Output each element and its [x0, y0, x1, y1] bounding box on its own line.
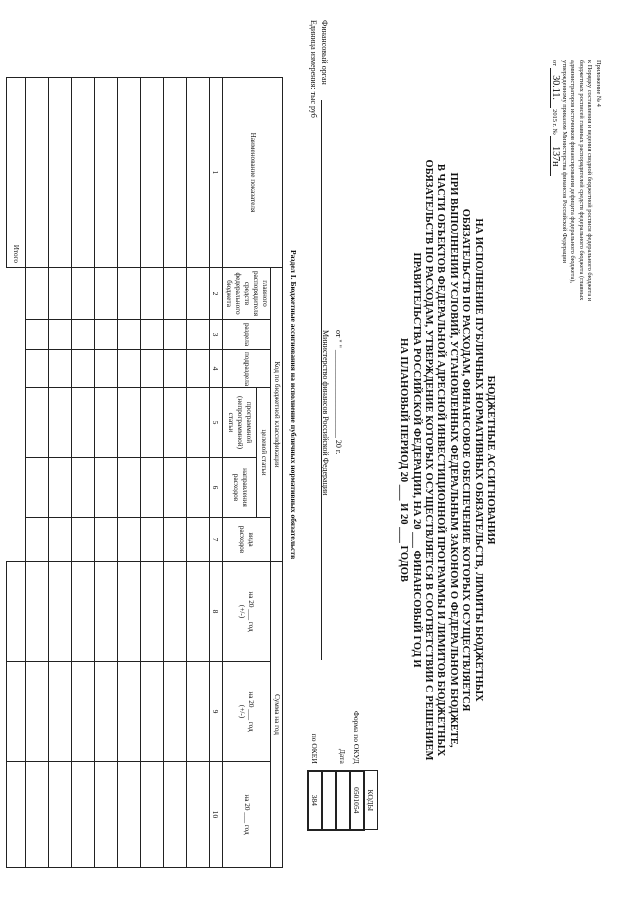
- table-cell[interactable]: [49, 458, 72, 518]
- col-num: 4: [210, 350, 223, 388]
- col-num: 2: [210, 268, 223, 320]
- na20-label: на 20: [243, 794, 251, 811]
- table-cell[interactable]: [49, 388, 72, 458]
- appendix-note: [549, 60, 602, 440]
- empty-code-cell[interactable]: [322, 771, 336, 830]
- assignments-table: [6, 77, 283, 868]
- header-sum: Сумма на год: [271, 562, 283, 868]
- handwritten-date: 30.11.: [550, 68, 559, 108]
- table-cell[interactable]: [164, 320, 187, 350]
- na20-label: на 20: [247, 691, 256, 708]
- okei-value[interactable]: 384: [308, 771, 322, 830]
- table-cell[interactable]: [95, 388, 118, 458]
- table-row: [26, 78, 49, 868]
- table-cell[interactable]: [95, 562, 118, 662]
- header-podrazdel: подраздела: [223, 350, 271, 388]
- table-cell[interactable]: [26, 762, 49, 868]
- table-cell[interactable]: [187, 762, 210, 868]
- okud-value[interactable]: 0501054: [350, 771, 364, 830]
- appendix-year-no: 2015 г. №: [551, 109, 559, 135]
- table-cell[interactable]: [164, 458, 187, 518]
- header-code: Код по бюджетной классификации: [271, 268, 283, 562]
- date-label: Дата: [338, 748, 348, 764]
- title-line-4: ПРИ ВЫПОЛНЕНИИ УСЛОВИЙ, УСТАНОВЛЕННЫХ ФЕДЕРАЛЬНЫМ ЗАКОНОМ О ФЕДЕРАЛЬНОМ БЮДЖЕТЕ,: [447, 172, 459, 748]
- col-num: 5: [210, 388, 223, 458]
- header-razdel: раздела: [223, 320, 271, 350]
- table-cell[interactable]: [164, 388, 187, 458]
- table-cell[interactable]: [26, 388, 49, 458]
- table-cell[interactable]: [164, 762, 187, 868]
- table-cell[interactable]: [72, 662, 95, 762]
- table-row: [95, 78, 118, 868]
- table-cell[interactable]: [118, 662, 141, 762]
- title-line-3: ОБЯЗАТЕЛЬСТВ ПО РАСХОДАМ, ФИНАНСОВОЕ ОБЕСПЕЧЕНИЕ КОТОРЫХ ОСУЩЕСТВЛЯЕТСЯ: [460, 208, 472, 712]
- from-date-line[interactable]: от " " ______________________ 20 г.: [334, 330, 343, 455]
- table-cell[interactable]: [49, 662, 72, 762]
- table-cell[interactable]: [187, 268, 210, 320]
- document-title: [397, 110, 496, 810]
- table-cell[interactable]: [95, 662, 118, 762]
- table-cell[interactable]: [72, 562, 95, 662]
- unit-label: Единица измерения: тыс руб: [309, 20, 318, 118]
- total-cell[interactable]: [7, 662, 26, 762]
- header-direction: направления расходов: [223, 458, 257, 518]
- table-cell[interactable]: [141, 78, 164, 268]
- col-num: 8: [210, 562, 223, 662]
- table-cell[interactable]: [118, 762, 141, 868]
- table-cell[interactable]: [141, 268, 164, 320]
- table-cell[interactable]: [26, 320, 49, 350]
- title-line-1: БЮДЖЕТНЫЕ АССИГНОВАНИЯ: [485, 375, 496, 545]
- fin-organ-value: Министерство финансов Российской Федерации: [321, 330, 330, 496]
- appendix-line-5: утвержденному приказом Министерства финансов Российской Федерации: [560, 60, 568, 264]
- na20-label: на 20: [247, 591, 256, 608]
- table-cell[interactable]: [164, 518, 187, 562]
- table-cell[interactable]: [49, 350, 72, 388]
- table-cell[interactable]: [95, 458, 118, 518]
- appendix-line-4: администраторов источников финансирования дефицита федерального бюджета),: [569, 60, 577, 284]
- title-line-8: НА ПЛАНОВЫЙ ПЕРИОД 20 ___ И 20 ___ ГОДОВ: [398, 338, 410, 582]
- table-cell[interactable]: [187, 350, 210, 388]
- table-cell[interactable]: [141, 350, 164, 388]
- table-row: [118, 78, 141, 868]
- table-row: [72, 78, 95, 868]
- table-cell[interactable]: [49, 78, 72, 268]
- table-cell[interactable]: [95, 268, 118, 320]
- col-num: 7: [210, 518, 223, 562]
- table-cell[interactable]: [118, 268, 141, 320]
- table-cell[interactable]: [164, 562, 187, 662]
- table-cell[interactable]: [26, 458, 49, 518]
- table-row: [164, 78, 187, 868]
- appendix-line-6: [549, 60, 562, 440]
- table-cell[interactable]: [49, 518, 72, 562]
- table-cell[interactable]: [187, 388, 210, 458]
- appendix-line-1: Приложение № 4: [595, 60, 602, 107]
- table-cell[interactable]: [118, 388, 141, 458]
- table-cell[interactable]: [72, 458, 95, 518]
- table-cell[interactable]: [141, 662, 164, 762]
- table-cell[interactable]: [164, 350, 187, 388]
- col-num: 6: [210, 458, 223, 518]
- table-cell[interactable]: [187, 662, 210, 762]
- col-num: 9: [210, 662, 223, 762]
- table-cell[interactable]: [164, 662, 187, 762]
- fin-organ-label: Финансовый орган: [320, 20, 329, 85]
- header-sum-year-3: на 20 ___ год: [223, 762, 271, 868]
- table-cell[interactable]: [49, 562, 72, 662]
- plus-minus-label: (+/-): [238, 704, 247, 719]
- appendix-from: от: [551, 60, 559, 66]
- appendix-line-2: к Порядку составления и ведения сводной бюджетной росписи федерального бюджета и: [586, 60, 594, 302]
- table-cell[interactable]: [72, 350, 95, 388]
- total-cell[interactable]: [7, 562, 26, 662]
- header-sum-year-2: на 20 ___ год (+/-): [223, 662, 271, 762]
- table-cell[interactable]: [72, 388, 95, 458]
- header-sum-year-1: на 20 ___ год (+/-): [223, 562, 271, 662]
- handwritten-number: 137н: [550, 136, 559, 176]
- table-cell[interactable]: [26, 350, 49, 388]
- table-cell[interactable]: [26, 518, 49, 562]
- table-cell[interactable]: [141, 762, 164, 868]
- god-label: год: [247, 621, 256, 632]
- table-cell[interactable]: [187, 320, 210, 350]
- column-numbers-row: [210, 78, 223, 868]
- codes-header: КОДЫ: [364, 771, 378, 830]
- col-num: 1: [210, 78, 223, 268]
- table-row: [141, 78, 164, 868]
- table-cell[interactable]: [118, 350, 141, 388]
- table-cell[interactable]: [118, 320, 141, 350]
- table-cell[interactable]: [95, 320, 118, 350]
- col-num: 3: [210, 320, 223, 350]
- table-cell[interactable]: [72, 78, 95, 268]
- table-cell[interactable]: [141, 562, 164, 662]
- header-target: целевой статьи: [257, 388, 271, 518]
- table-cell[interactable]: [95, 78, 118, 268]
- table-cell[interactable]: [49, 268, 72, 320]
- col-num: 10: [210, 762, 223, 868]
- okei-label: по ОКЕИ: [310, 733, 320, 764]
- header-name: Наименование показателя: [223, 78, 283, 268]
- table-row: [49, 78, 72, 868]
- total-cell[interactable]: [7, 762, 26, 868]
- table-cell[interactable]: [72, 762, 95, 868]
- appendix-line-3: бюджетных росписей главных распорядителей средств федерального бюджета (главных: [577, 60, 585, 301]
- god-label: год: [243, 824, 251, 835]
- title-line-7: ПРАВИТЕЛЬСТВА РОССИЙСКОЙ ФЕДЕРАЦИИ, НА 20 ___ ФИНАНСОВЫЙ ГОД И: [410, 252, 422, 668]
- table-cell[interactable]: [26, 562, 49, 662]
- table-cell[interactable]: [49, 320, 72, 350]
- table-cell[interactable]: [72, 268, 95, 320]
- title-line-6: ОБЯЗАТЕЛЬСТВ ПО РАСХОДАМ, УТВЕРЖДЕНИЕ КОТОРЫХ ОСУЩЕСТВЛЯЕТСЯ В СООТВЕТСТВИИ С РЕШЕНИЕМ: [422, 159, 434, 761]
- table-cell[interactable]: [141, 518, 164, 562]
- table-cell[interactable]: [141, 320, 164, 350]
- table-cell[interactable]: [26, 662, 49, 762]
- okud-label: Форма по ОКУД: [352, 711, 362, 764]
- table-cell[interactable]: [49, 762, 72, 868]
- table-cell[interactable]: [95, 350, 118, 388]
- section-title: Раздел I. Бюджетные ассигнования на исполнение публичных нормативных обязательств: [289, 250, 298, 560]
- table-cell[interactable]: [118, 78, 141, 268]
- header-grbs: главного распорядителя средств федерального бюджета: [223, 268, 271, 320]
- table-cell[interactable]: [118, 458, 141, 518]
- table-cell[interactable]: [26, 78, 49, 268]
- table-cell[interactable]: [72, 518, 95, 562]
- table-cell[interactable]: [141, 458, 164, 518]
- codes-box: [307, 708, 378, 831]
- table-cell[interactable]: [118, 562, 141, 662]
- total-label: Итого: [7, 78, 26, 268]
- table-cell[interactable]: [141, 388, 164, 458]
- plus-minus-label: (+/-): [238, 604, 247, 619]
- date-value[interactable]: [336, 771, 350, 830]
- table-row: [187, 78, 210, 868]
- title-line-2: НА ИСПОЛНЕНИЕ ПУБЛИЧНЫХ НОРМАТИВНЫХ ОБЯЗАТЕЛЬСТВ, ЛИМИТЫ БЮДЖЕТНЫХ: [472, 218, 484, 702]
- table-cell[interactable]: [26, 268, 49, 320]
- table-cell[interactable]: [164, 78, 187, 268]
- table-cell[interactable]: [187, 458, 210, 518]
- table-cell[interactable]: [187, 562, 210, 662]
- table-cell[interactable]: [95, 762, 118, 868]
- table-cell[interactable]: [164, 268, 187, 320]
- table-cell[interactable]: [118, 518, 141, 562]
- total-row: [7, 78, 26, 868]
- header-program: программной (непрограммной) статьи: [223, 388, 257, 458]
- header-vid: вида расходов: [223, 518, 271, 562]
- title-line-5: В ЧАСТИ ОБЪЕКТОВ ФЕДЕРАЛЬНОЙ АДРЕСНОЙ ИНВЕСТИЦИОННОЙ ПРОГРАММЫ И ЛИМИТОВ БЮДЖЕТНЫХ: [435, 163, 447, 757]
- table-cell[interactable]: [187, 78, 210, 268]
- table-cell[interactable]: [72, 320, 95, 350]
- god-label: год: [247, 721, 256, 732]
- table-cell[interactable]: [95, 518, 118, 562]
- table-cell[interactable]: [187, 518, 210, 562]
